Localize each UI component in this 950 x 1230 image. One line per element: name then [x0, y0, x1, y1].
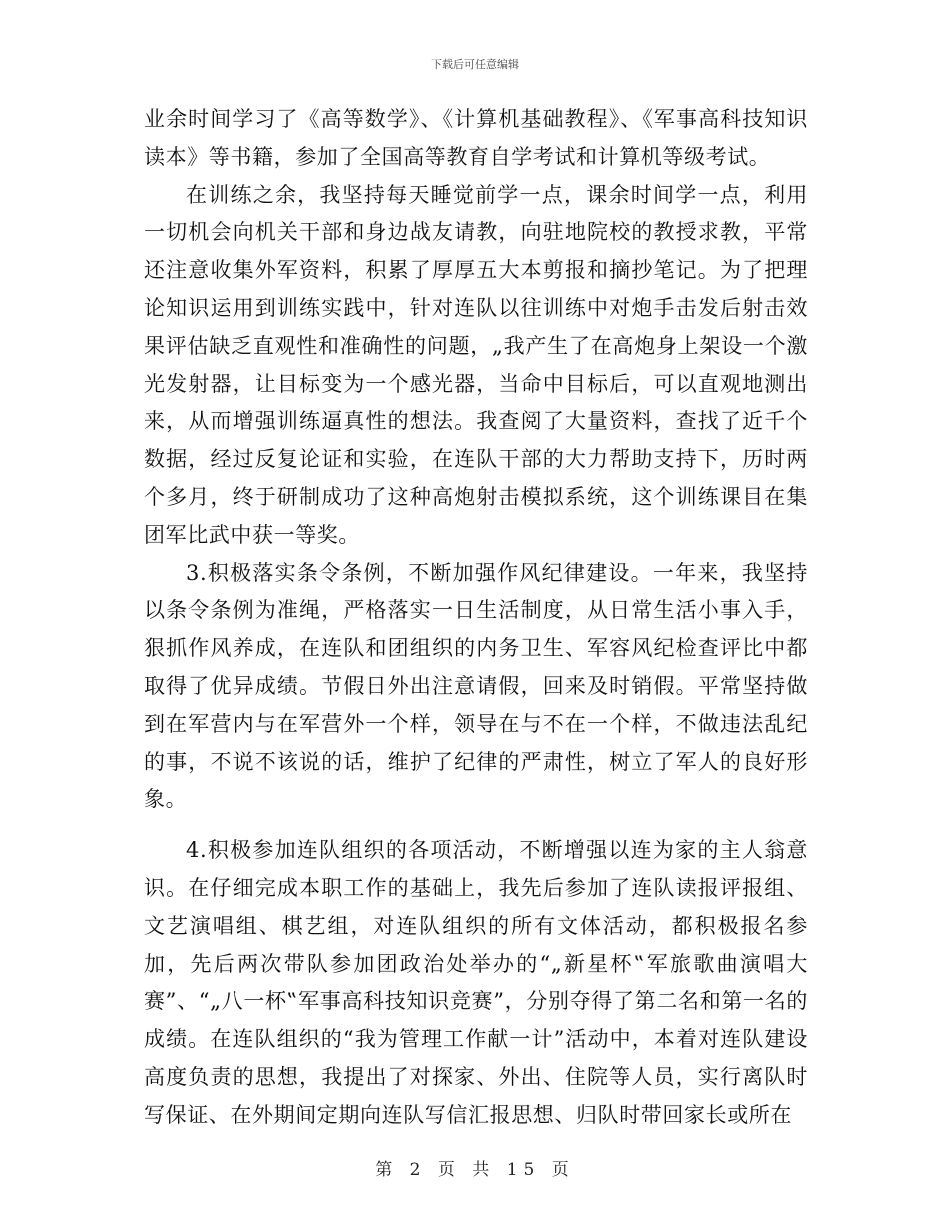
paragraph-continuation: 业余时间学习了《高等数学》、《计算机基础教程》、《军事高科技知识读本》等书籍，参加了全国高等教育自学考试和计算机等级考试。 [144, 107, 808, 169]
paragraph-activities: 4.积极参加连队组织的各项活动，不断增强以连为家的主人翁意识。在仔细完成本职工作的基础上，我先后参加了连队读报评报组、文艺演唱组、棋艺组，对连队组织的所有文体活动，都积极报名参加，先后两次带队参加团政治处举办的“„新星杯‟军旅歌曲演唱大赛”、“„八一杯‟军事高科技知识竞赛”，分别夺得了第二名和第一名的成绩。在连队组织的“我为管理工作献一计”活动中，本着对连队建设高度负责的思想，我提出了对探家、外出、住院等人员，实行离队时写保证、在外期间定期向连队写信汇报思想、归队时带回家长或所在 [144, 838, 808, 1127]
paragraph-gap [144, 819, 808, 832]
document-body [144, 101, 808, 1135]
paragraph-training-study: 在训练之余，我坚持每天睡觉前学一点，课余时间学一点，利用一切机会向机关干部和身边战友请教，向驻地院校的教授求教，平常还注意收集外军资料，积累了厚厚五大本剪报和摘抄笔记。为了把理论知识运用到训练实践中，针对连队以往训练中对炮手击发后射击效果评估缺乏直观性和准确性的问题，„我产生了在高炮身上架设一个激光发射器，让目标变为一个感光器，当命中目标后，可以直观地测出来，从而增强训练逼真性的想法。我查阅了大量资料，查找了近千个数据，经过反复论证和实验，在连队干部的大力帮助支持下，历时两个多月，终于研制成功了这种高炮射击模拟系统，这个训练课目在集团军比武中获一等奖。 [144, 182, 808, 547]
page-header: 下载后可任意编辑 [431, 58, 519, 71]
paragraph-discipline: 3.积极落实条令条例，不断加强作风纪律建设。一年来，我坚持以条令条例为准绳，严格落实一日生活制度，从日常生活小事入手，狠抓作风养成，在连队和团组织的内务卫生、军容风纪检查评比中都取得了优异成绩。节假日外出注意请假，回来及时销假。平常坚持做到在军营内与在军营外一个样，领导在与不在一个样，不做违法乱纪的事，不说不该说的话，维护了纪律的严肃性，树立了军人的良好形象。 [144, 560, 808, 812]
page-number-footer: 第 2 页 共 15 页 [375, 1160, 575, 1180]
